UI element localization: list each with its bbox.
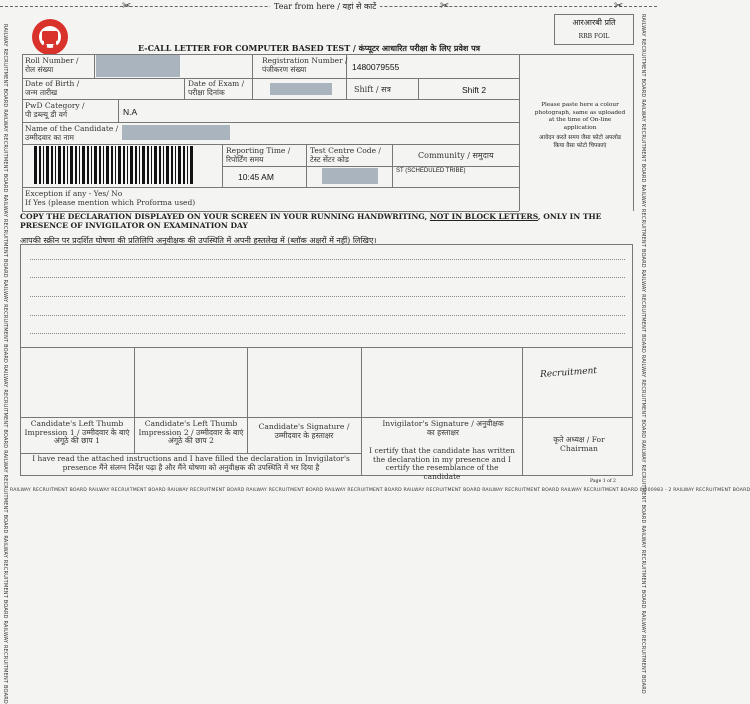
- barcode-bar: [103, 146, 104, 184]
- barcode-bar: [178, 146, 181, 184]
- exception-label: Exception if any - Yes/ No If Yes (please mention which Proforma used): [25, 189, 196, 207]
- for-chairman-label: कृते अध्यक्ष / For Chairman: [553, 435, 605, 453]
- candidate-signature-label: Candidate's Signature / उम्मीदवार के हस्ताक्षर: [258, 422, 350, 440]
- invigilator-declaration-text: I certify that the candidate has written the declaration in my presence and I certify the resemblance of the candidate: [369, 446, 515, 481]
- page-number: Page 1 of 2: [590, 479, 616, 484]
- exam-date-label: Date of Exam / परीक्षा दिनांक: [188, 79, 245, 97]
- barcode-bar: [87, 146, 89, 184]
- barcode-bar: [175, 146, 176, 184]
- barcode-bar: [111, 146, 113, 184]
- bottom-border-text: RAILWAY RECRUITMENT BOARD RAILWAY RECRUITMENT BOARD RAILWAY RECRUITMENT BOARD RAILWAY RECRUITMENT BOARD RAILWAY RECRUITMENT BOARD RAILWAY RECRUITMENT BOARD RAILWAY RECRUITMENT BOARD RAILWAY RECRUITMENT BOARD 0/200983 - 2 RAILWAY RECRUITMENT BOARD: [10, 488, 750, 493]
- barcode-bar: [51, 146, 53, 184]
- barcode-bar: [94, 146, 97, 184]
- barcode-bar: [34, 146, 37, 184]
- barcode-bar: [91, 146, 92, 184]
- barcode-bar: [163, 146, 164, 184]
- barcode-bar: [115, 146, 116, 184]
- barcode-bar: [139, 146, 140, 184]
- photo-paste-box: Please paste here a colour photograph, same as uploaded at the time of On-line application आवेदन करते समय जैसा फोटो अपलोड किया वैसा फोटो चिपकाएं: [534, 102, 626, 149]
- rrb-foil-en: RRB FOIL: [578, 33, 610, 40]
- invigilator-signature-label: Invigilator's Signature / अनुवीक्षक का हस्ताक्षर: [382, 419, 504, 437]
- barcode-bar: [154, 146, 157, 184]
- barcode-bar: [63, 146, 65, 184]
- scissors-icon: ✂: [122, 0, 132, 12]
- chairman-signature: Recruitment: [539, 366, 598, 380]
- dob-label: Date of Birth / जन्म तारीख: [25, 79, 80, 97]
- rrb-foil-hi: आरआरबी प्रति: [572, 18, 616, 27]
- shift-value: Shift 2: [462, 85, 487, 95]
- barcode-bar: [130, 146, 133, 184]
- left-thumb-impression-2: Candidate's Left Thumb Impression 2 / उम्मीदवार के बाएं अंगूठे की छाप 2: [138, 419, 244, 446]
- barcode-bar: [58, 146, 61, 184]
- roll-number-label: Roll Number / रोल संख्या: [25, 56, 79, 74]
- barcode-bar: [46, 146, 49, 184]
- candidate-name-label: Name of the Candidate / उम्मीदवार का नाम: [25, 124, 119, 142]
- barcode-bar: [190, 146, 193, 184]
- barcode-bar: [123, 146, 125, 184]
- barcode-bar: [55, 146, 56, 184]
- pwd-category-label: PwD Category / पी डब्ल्यू डी वर्ग: [25, 101, 85, 119]
- barcode-bar: [183, 146, 185, 184]
- pwd-category-value: N.A: [123, 107, 138, 117]
- railway-logo-icon: [30, 17, 70, 57]
- left-border-text: RAILWAY RECRUITMENT BOARD RAILWAY RECRUITMENT BOARD RAILWAY RECRUITMENT BOARD RAILWAY RECRUITMENT BOARD RAILWAY RECRUITMENT BOARD RAILWAY RECRUITMENT BOARD RAILWAY RECRUITMENT BOARD RAILWAY RECRUITMENT BOARD: [2, 24, 8, 704]
- barcode-bar: [75, 146, 77, 184]
- left-thumb-impression-1: Candidate's Left Thumb Impression 1 / उम्मीदवार के बाएं अंगूठे की छाप 1: [24, 419, 130, 446]
- barcode-bar: [67, 146, 68, 184]
- reporting-time-label: Reporting Time / रिपोर्टिंग समय: [226, 146, 291, 164]
- roll-number-value-redacted: [96, 55, 180, 77]
- barcode-bar: [106, 146, 109, 184]
- barcode-bar: [171, 146, 173, 184]
- barcode-bar: [79, 146, 80, 184]
- right-border-text: RAILWAY RECRUITMENT BOARD RAILWAY RECRUITMENT BOARD RAILWAY RECRUITMENT BOARD RAILWAY RECRUITMENT BOARD RAILWAY RECRUITMENT BOARD RAILWAY RECRUITMENT BOARD RAILWAY RECRUITMENT BOARD RAILWAY RECRUITMENT BOARD: [640, 14, 646, 694]
- exam-date-value-redacted: [270, 83, 332, 95]
- declaration-instruction-hi: आपकी स्क्रीन पर प्रदर्शित घोषणा की प्रतिलिपि अनुवीक्षक की उपस्थिति में अपनी हस्तलेख में (ब्लॉक अक्षरों में नहीं) लिखिए।: [20, 236, 377, 245]
- barcode-bar: [118, 146, 121, 184]
- barcode: [34, 146, 196, 184]
- barcode-bar: [70, 146, 73, 184]
- barcode-bar: [99, 146, 101, 184]
- barcode-bar: [151, 146, 152, 184]
- scissors-icon: ✂: [614, 0, 624, 12]
- barcode-bar: [159, 146, 161, 184]
- community-value: ST (SCHEDULED TRIBE): [396, 168, 466, 174]
- barcode-bar: [187, 146, 188, 184]
- barcode-bar: [82, 146, 85, 184]
- reporting-time-value: 10:45 AM: [238, 172, 274, 182]
- tear-label: Tear from here / यहां से काटें: [270, 1, 380, 12]
- candidate-declaration-text: I have read the attached instructions and I have filled the declaration in Invigilator's presence मैंने संलग्न निर्देश पढ़ा है और मैंने घोषणा को अनुवीक्षक की उपस्थिति में भर दिया है: [32, 454, 350, 472]
- registration-number-value: 1480079555: [352, 62, 400, 72]
- rrb-foil-box: [554, 14, 634, 45]
- declaration-instruction-en: COPY THE DECLARATION DISPLAYED ON YOUR SCREEN IN YOUR RUNNING HANDWRITING, NOT IN BLOCK LETTERS, ONLY IN THE PRESENCE OF INVIGILATOR ON EXAMINATION DAY: [20, 212, 602, 231]
- barcode-bar: [147, 146, 149, 184]
- shift-label: Shift / सत्र: [354, 85, 391, 94]
- test-centre-code-label: Test Centre Code / टेस्ट सेंटर कोड: [310, 146, 381, 164]
- registration-number-label: Registration Number / पंजीकरण संख्या: [262, 56, 348, 74]
- barcode-bar: [43, 146, 44, 184]
- page-title: E-CALL LETTER FOR COMPUTER BASED TEST / कंप्यूटर आधारित परीक्षा के लिए प्रवेश पत्र: [138, 43, 481, 53]
- test-centre-code-value-redacted: [322, 168, 378, 184]
- barcode-bar: [166, 146, 169, 184]
- community-label: Community / समुदाय: [418, 151, 494, 160]
- barcode-bar: [135, 146, 137, 184]
- scissors-icon: ✂: [440, 0, 450, 12]
- candidate-name-value-redacted: [122, 125, 230, 140]
- barcode-bar: [127, 146, 128, 184]
- barcode-bar: [142, 146, 145, 184]
- barcode-bar: [39, 146, 41, 184]
